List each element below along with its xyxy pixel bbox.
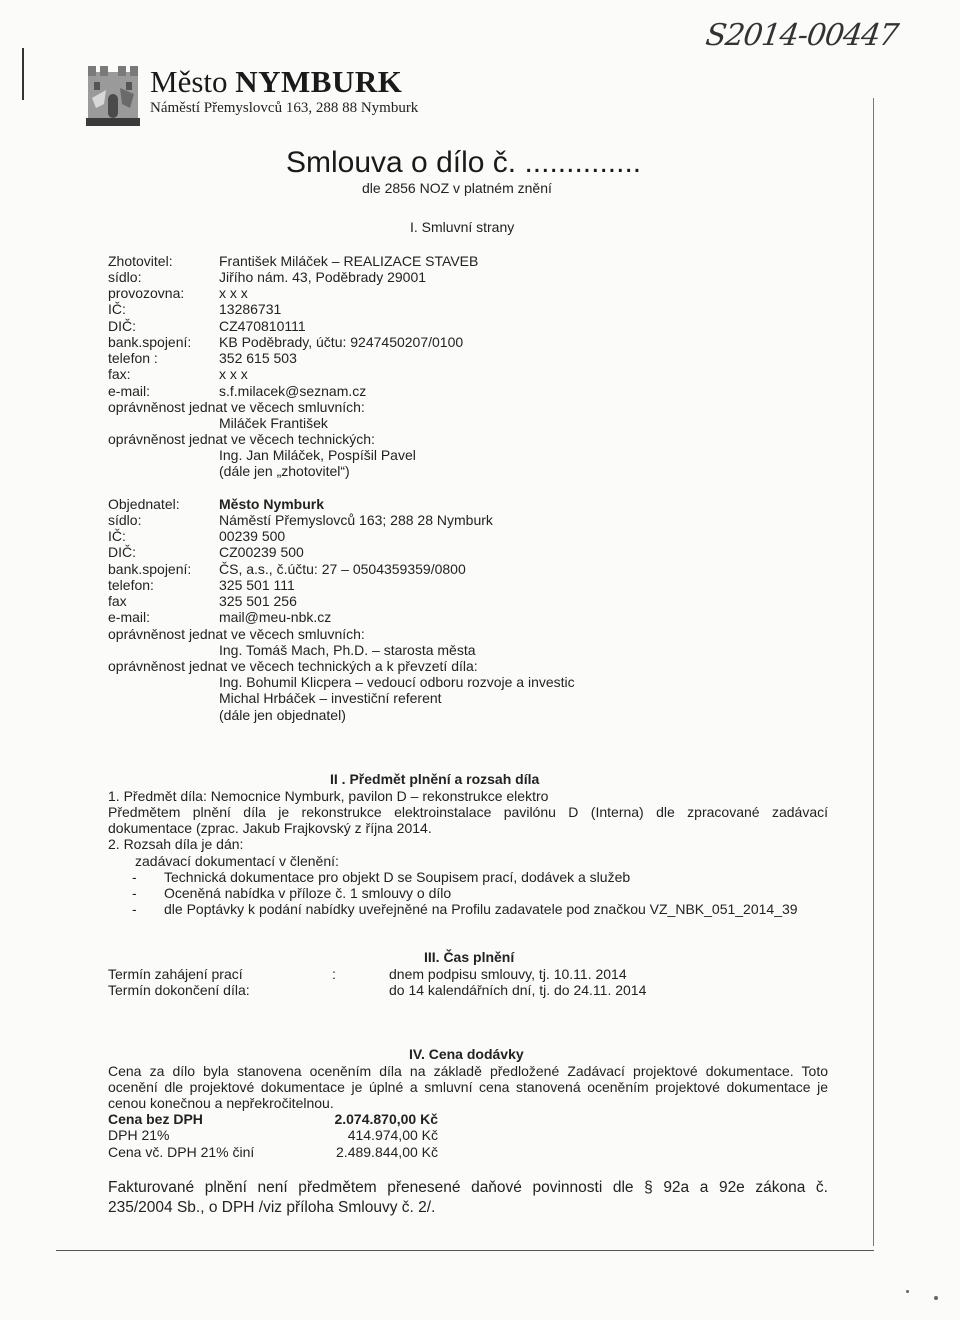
vat-label: DPH 21% <box>108 1127 170 1143</box>
handwritten-registry-number: S2014-00447 <box>703 18 900 53</box>
scope-bullet: dle Poptávky k podání nabídky uveřejněné na Profilu zadavatele pod značkou VZ_NBK_051_2014_39 <box>164 901 798 917</box>
vat-notice-line-2: 235/2004 Sb., o DPH /viz příloha Smlouvy č. 2/. <box>108 1199 436 1216</box>
client-bank: ČS, a.s., č.účtu: 27 – 0504359359/0800 <box>219 561 466 577</box>
contractor-fax-label: fax: <box>108 366 131 382</box>
contractor-auth-tech-label: oprávněnost jednat ve věcech technických: <box>108 431 375 447</box>
price-without-vat-value: 2.074.870,00 Kč <box>334 1111 438 1127</box>
client-label: Objednatel: <box>108 496 180 512</box>
client-ico-label: IČ: <box>108 528 126 544</box>
scan-speck <box>934 1296 938 1300</box>
end-date-value: do 14 kalendářních dní, tj. do 24.11. 2014 <box>389 982 647 998</box>
contractor-dic-label: DIČ: <box>108 318 136 334</box>
contractor-auth-contract: Miláček František <box>219 415 328 431</box>
client-name: Město Nymburk <box>219 496 325 512</box>
client-auth-tech-1: Ing. Bohumil Klicpera – vedoucí odboru rozvoje a investic <box>219 674 575 690</box>
contractor-email-label: e-mail: <box>108 383 151 399</box>
vat-notice <box>108 1178 828 1218</box>
vat-notice-line-1: Fakturované plnění není předmětem přenesené daňové povinnosti dle § 92a a 92e zákona č. <box>108 1179 828 1196</box>
price-paragraph-line-1: Cena za dílo byla stanovena oceněním díla na základě předložené Zadávací projektové dokumentace. Toto <box>108 1063 828 1079</box>
subject-item-1: 1. Předmět díla: Nemocnice Nymburk, pavilon D – rekonstrukce elektro <box>108 788 549 804</box>
vat-value: 414.974,00 Kč <box>347 1127 438 1143</box>
contractor-fax: x x x <box>219 366 248 382</box>
client-bank-label: bank.spojení: <box>108 561 192 577</box>
scan-speck <box>906 1290 909 1293</box>
contract-title: Smlouva o dílo č. .............. <box>286 146 642 179</box>
contractor-bank: KB Poděbrady, účtu: 9247450207/0100 <box>219 334 464 350</box>
section-4-heading: IV. Cena dodávky <box>409 1046 524 1062</box>
org-prefix: Město <box>150 64 228 99</box>
scope-bullet: Oceněná nabídka v příloze č. 1 smlouvy o dílo <box>164 885 452 901</box>
client-alias: (dále jen objednatel) <box>219 707 346 723</box>
start-date-separator: : <box>332 966 336 982</box>
client-fax-label: fax <box>108 593 127 609</box>
bullet-dash: - <box>132 869 137 885</box>
contractor-auth-tech: Ing. Jan Miláček, Pospíšil Pavel <box>219 447 416 463</box>
page-border-right <box>873 98 874 1246</box>
price-paragraph-line-3: cenou konečnou a nepřekročitelnou. <box>108 1095 334 1111</box>
client-seat: Náměstí Přemyslovců 163; 288 28 Nymburk <box>219 512 493 528</box>
bullet-dash: - <box>132 885 137 901</box>
subject-paragraph-line-2: dokumentace (zprac. Jakub Frajkovský z října 2014. <box>108 820 432 836</box>
contractor-phone: 352 615 503 <box>219 350 297 366</box>
price-with-vat-label: Cena vč. DPH 21% činí <box>108 1144 255 1160</box>
contractor-ico: 13286731 <box>219 301 282 317</box>
contractor-label: Zhotovitel: <box>108 253 173 269</box>
contractor-name: František Miláček – REALIZACE STAVEB <box>219 253 479 269</box>
section-3-heading: III. Čas plnění <box>424 949 515 965</box>
contract-subtitle: dle 2856 NOZ v platném znění <box>362 180 552 196</box>
contractor-branch: x x x <box>219 285 248 301</box>
contractor-alias: (dále jen „zhotovitel“) <box>219 463 350 479</box>
price-paragraph-line-2: ocenění dle projektové dokumentace je úplné a smluvní cena stanovená oceněním projektové dokumentace je <box>108 1079 828 1095</box>
price-without-vat-label: Cena bez DPH <box>108 1111 203 1127</box>
page-border-bottom <box>56 1250 874 1251</box>
client-auth-tech-label: oprávněnost jednat ve věcech technických a k převzetí díla: <box>108 658 478 674</box>
start-date-label: Termín zahájení prací <box>108 966 243 982</box>
city-coat-of-arms-icon <box>86 64 140 126</box>
client-dic: CZ00239 500 <box>219 544 304 560</box>
end-date-label: Termín dokončení díla: <box>108 982 250 998</box>
scope-item-2-sub: zadávací dokumentací v členění: <box>135 853 339 869</box>
contractor-branch-label: provozovna: <box>108 285 185 301</box>
contractor-auth-contract-label: oprávněnost jednat ve věcech smluvních: <box>108 399 365 415</box>
section-2-heading: II . Předmět plnění a rozsah díla <box>330 771 540 787</box>
contractor-seat: Jiřího nám. 43, Poděbrady 29001 <box>219 269 427 285</box>
contractor-ico-label: IČ: <box>108 301 126 317</box>
client-email: mail@meu-nbk.cz <box>219 609 332 625</box>
contractor-dic: CZ470810111 <box>219 318 306 334</box>
client-auth-contract-label: oprávněnost jednat ve věcech smluvních: <box>108 626 365 642</box>
client-phone-label: telefon: <box>108 577 154 593</box>
start-date-value: dnem podpisu smlouvy, tj. 10.11. 2014 <box>389 966 627 982</box>
client-dic-label: DIČ: <box>108 544 136 560</box>
scope-item-2: 2. Rozsah díla je dán: <box>108 836 244 852</box>
client-auth-tech-2: Michal Hrbáček – investiční referent <box>219 690 442 706</box>
org-name-bold: NYMBURK <box>235 64 403 99</box>
org-name <box>150 64 402 100</box>
price-with-vat-value: 2.489.844,00 Kč <box>336 1144 438 1160</box>
scan-edge-line <box>22 48 24 100</box>
contractor-phone-label: telefon : <box>108 350 158 366</box>
subject-paragraph-line-1: Předmětem plnění díla je rekonstrukce elektroinstalace pavilónu D (Interna) dle zpracované zadávací <box>108 804 828 820</box>
contractor-bank-label: bank.spojení: <box>108 334 192 350</box>
contractor-email: s.f.milacek@seznam.cz <box>219 383 367 399</box>
section-1-heading: I. Smluvní strany <box>410 219 515 235</box>
bullet-dash: - <box>132 901 137 917</box>
client-email-label: e-mail: <box>108 609 151 625</box>
client-phone: 325 501 111 <box>219 577 295 593</box>
client-seat-label: sídlo: <box>108 512 142 528</box>
contractor-seat-label: sídlo: <box>108 269 142 285</box>
client-ico: 00239 500 <box>219 528 286 544</box>
scope-bullet: Technická dokumentace pro objekt D se Soupisem prací, dodávek a služeb <box>164 869 631 885</box>
client-fax: 325 501 256 <box>219 593 297 609</box>
client-auth-contract: Ing. Tomáš Mach, Ph.D. – starosta města <box>219 642 476 658</box>
org-address: Náměstí Přemyslovců 163, 288 88 Nymburk <box>150 100 419 116</box>
